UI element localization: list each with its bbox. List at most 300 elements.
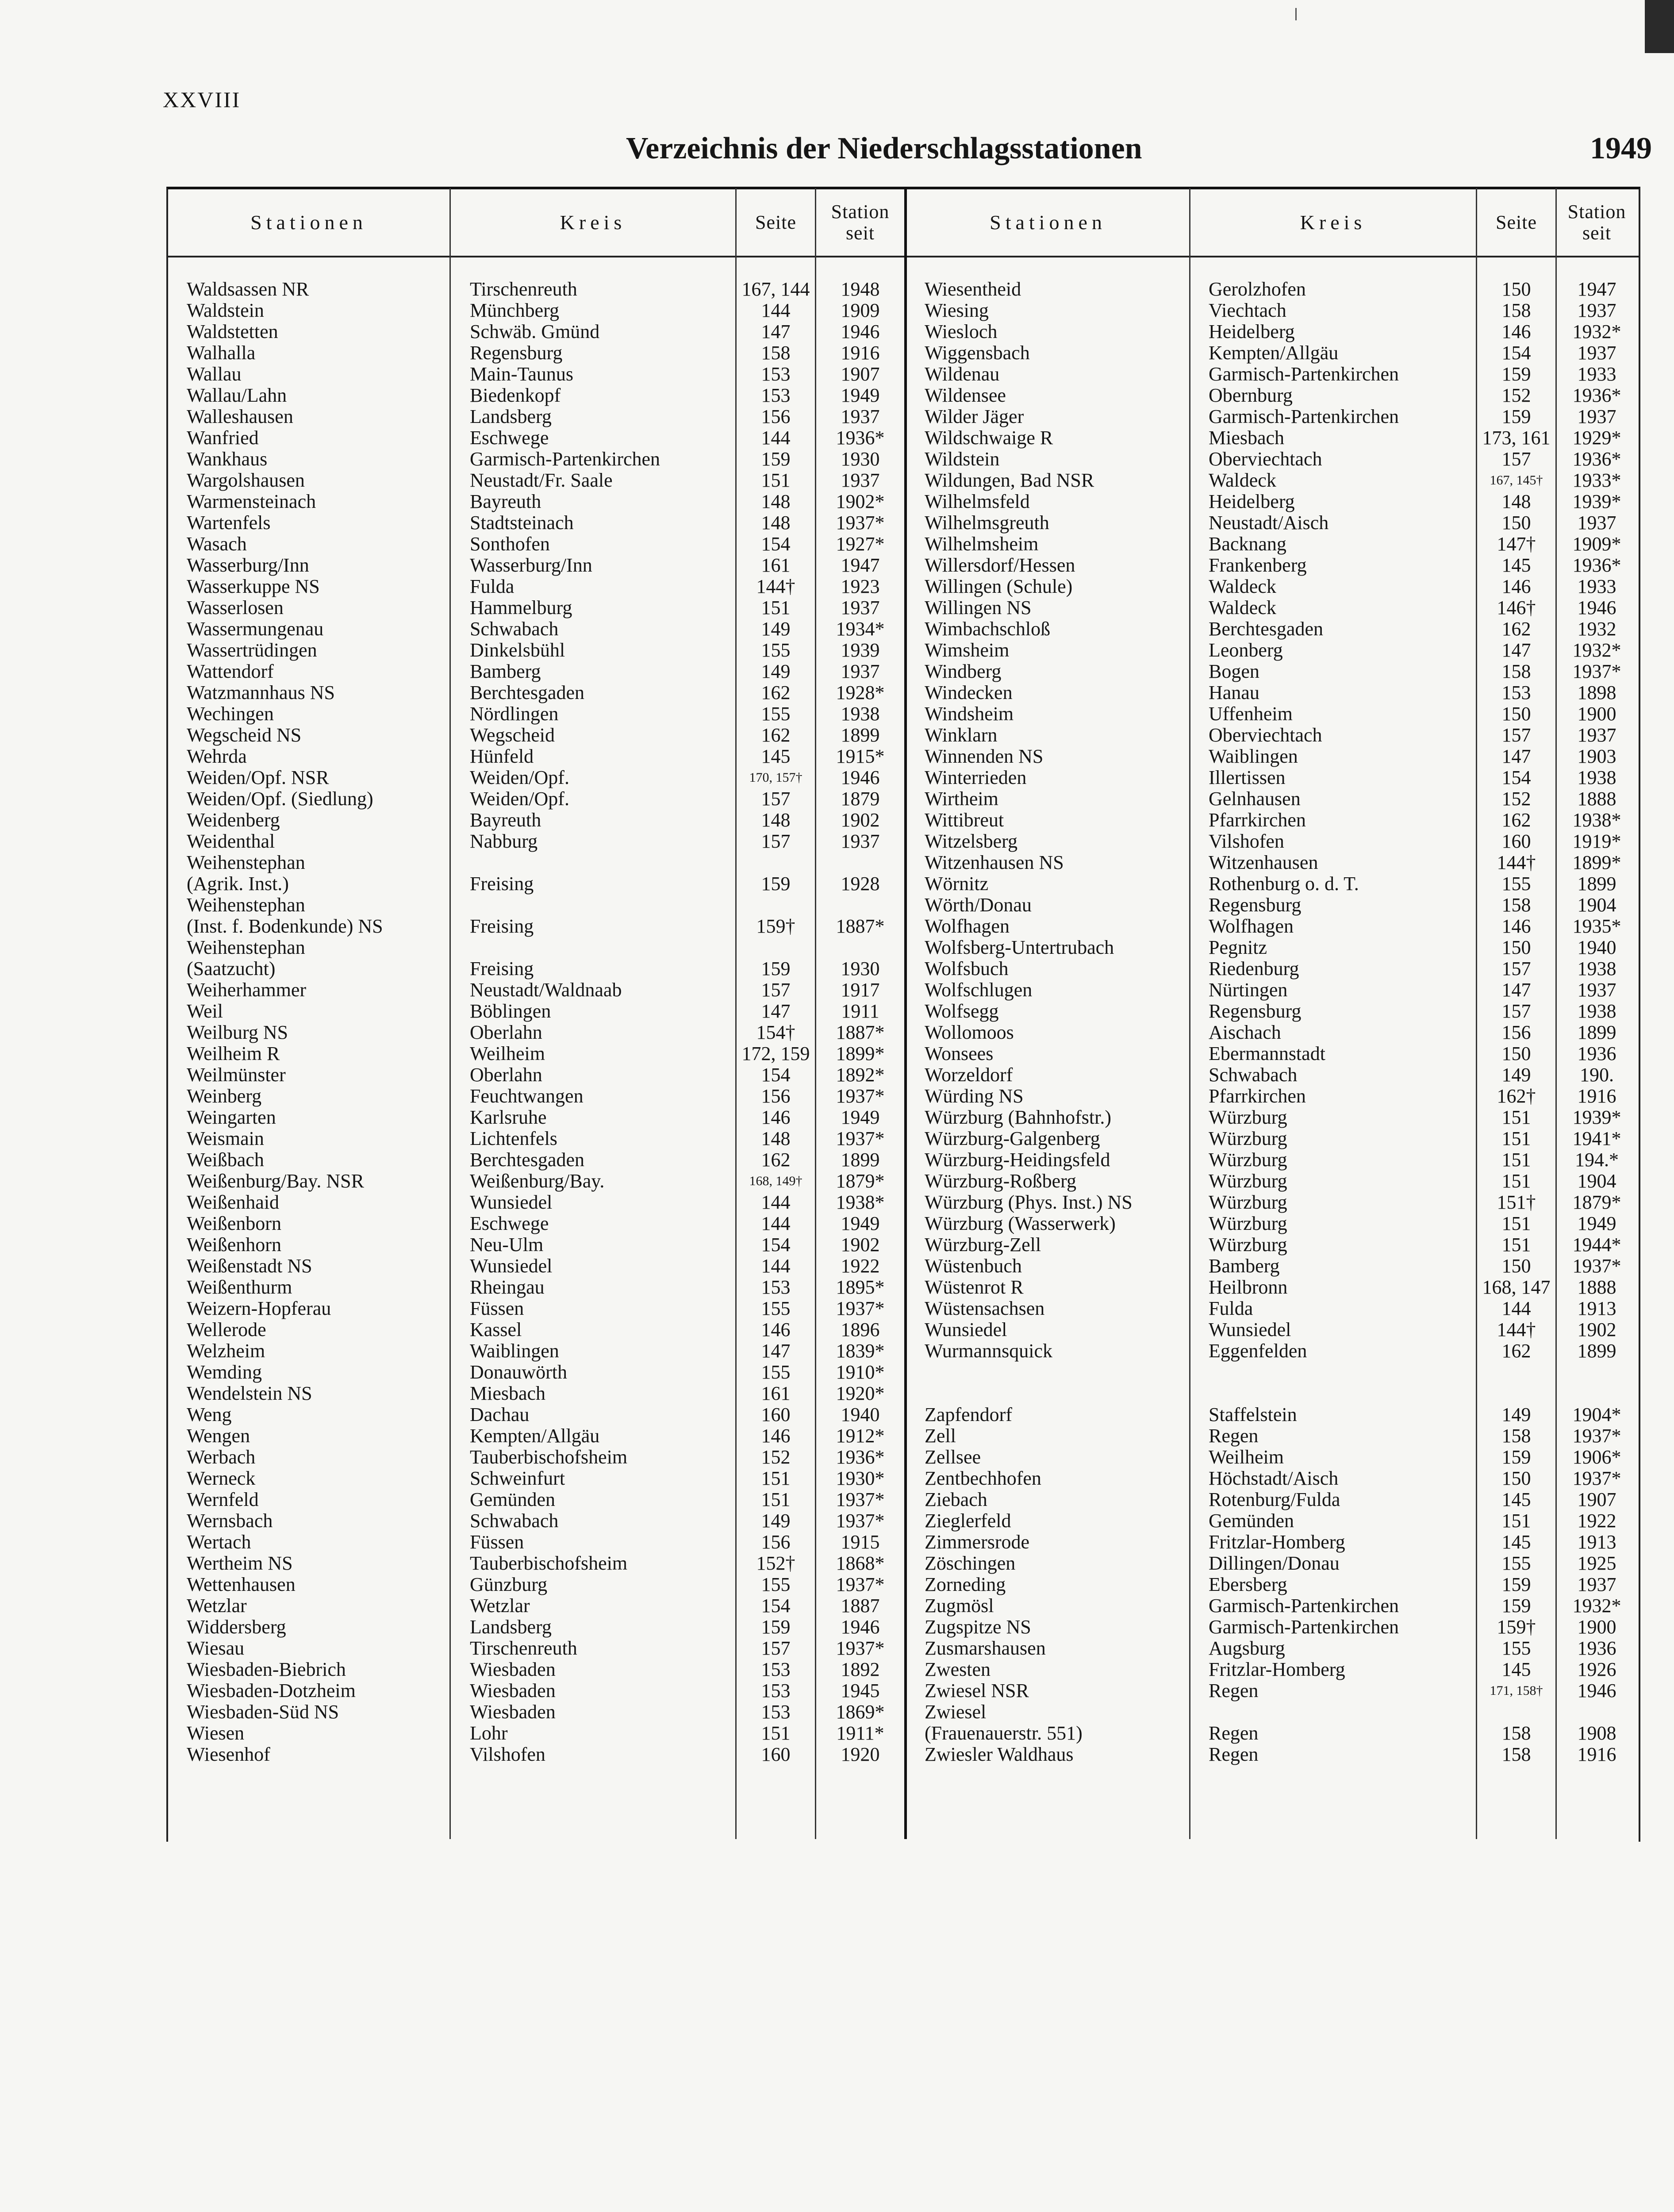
station-name: Zwesten: [925, 1659, 991, 1680]
kreis-name: Landsberg: [470, 1616, 552, 1638]
kreis-name: Wiesbaden: [470, 1659, 556, 1680]
kreis-name: Backnang: [1209, 533, 1286, 555]
station-name: Wörnitz: [925, 873, 989, 895]
seite-value: 162: [1501, 1340, 1531, 1362]
seite-value: 167, 145†: [1490, 473, 1543, 488]
station-seit: 1879: [841, 788, 880, 810]
seite-value: 149: [761, 661, 791, 682]
kreis-name: Wolfhagen: [1209, 915, 1294, 937]
seite-value: 152: [1501, 788, 1531, 810]
station-seit: 1937*: [1572, 1467, 1621, 1489]
station-name: Weingarten: [187, 1106, 276, 1128]
seite-value: 144: [761, 427, 791, 449]
seite-value: 148: [761, 809, 791, 831]
kreis-name: Miesbach: [470, 1382, 546, 1404]
station-name: Wunsiedel: [925, 1319, 1007, 1340]
kreis-name: Regensburg: [470, 342, 563, 364]
station-name: Weißenburg/Bay. NSR: [187, 1170, 364, 1192]
station-name: Zugspitze NS: [925, 1616, 1031, 1638]
station-seit: 1930*: [836, 1467, 885, 1489]
station-name: Wiesau: [187, 1637, 245, 1659]
station-seit: 1888: [1577, 788, 1616, 810]
header-kreis: Kreis: [560, 211, 626, 234]
kreis-name: Füssen: [470, 1531, 524, 1553]
station-name: Zentbechhofen: [925, 1467, 1041, 1489]
seite-value: 153: [761, 363, 791, 385]
station-name: Walhalla: [187, 342, 256, 364]
kreis-name: Feuchtwangen: [470, 1085, 584, 1107]
station-seit: 1904*: [1572, 1404, 1621, 1425]
kreis-name: Neustadt/Aisch: [1209, 512, 1329, 534]
station-name: Wüstensachsen: [925, 1298, 1045, 1319]
seite-value: 152: [1501, 384, 1531, 406]
station-seit: 1937*: [836, 512, 885, 534]
kreis-name: Regen: [1209, 1425, 1259, 1447]
station-name: Wasserlosen: [187, 597, 284, 618]
column-divider-center: [904, 188, 907, 1839]
station-seit: 1936*: [1572, 554, 1621, 576]
header-station-seit: Station seit: [831, 200, 890, 244]
station-seit: 1913: [1577, 1531, 1616, 1553]
seite-value: 146†: [1497, 597, 1536, 618]
station-name: Wiesentheid: [925, 278, 1021, 300]
station-name: Weil: [187, 1000, 223, 1022]
station-name: Wildensee: [925, 384, 1006, 406]
station-seit: 1927*: [836, 533, 885, 555]
station-name: Wiesbaden-Dotzheim: [187, 1680, 356, 1701]
station-seit: 1887*: [836, 1022, 885, 1043]
seite-value: 159: [1501, 406, 1531, 427]
station-name: Wiesing: [925, 300, 989, 321]
seite-value: 154: [761, 1595, 791, 1617]
station-name: Weihenstephan: [187, 937, 305, 958]
seite-value: 146: [761, 1425, 791, 1447]
station-name: Würzburg-Zell: [925, 1234, 1041, 1256]
station-seit: 1899: [841, 724, 880, 746]
kreis-name: Wiesbaden: [470, 1680, 556, 1701]
seite-value: 158: [1501, 894, 1531, 916]
kreis-name: Wegscheid: [470, 724, 555, 746]
station-name: Wiesbaden-Biebrich: [187, 1659, 346, 1680]
kreis-name: Dillingen/Donau: [1209, 1552, 1340, 1574]
station-name: Watzmannhaus NS: [187, 682, 335, 703]
station-name: Weihenstephan: [187, 894, 305, 916]
station-name: Zusmarshausen: [925, 1637, 1046, 1659]
kreis-name: Waiblingen: [1209, 745, 1298, 767]
station-seit: 1879*: [1572, 1191, 1621, 1213]
station-seit: 1903: [1577, 745, 1616, 767]
station-name: Wasserburg/Inn: [187, 554, 309, 576]
kreis-name: Lohr: [470, 1722, 508, 1744]
station-seit: 1948: [841, 278, 880, 300]
seite-value: 154: [1501, 767, 1531, 788]
kreis-name: Garmisch-Partenkirchen: [1209, 363, 1399, 385]
station-seit: 1922: [841, 1255, 880, 1277]
seite-value: 144†: [1497, 852, 1536, 873]
kreis-name: Tauberbischofsheim: [470, 1446, 628, 1468]
seite-value: 147: [1501, 745, 1531, 767]
seite-value: 148: [1501, 491, 1531, 512]
station-seit: 190.: [1580, 1064, 1614, 1086]
kreis-name: Schwabach: [470, 1510, 559, 1532]
station-seit: 1937*: [836, 1298, 885, 1319]
station-name: (Agrik. Inst.): [187, 873, 289, 895]
station-name: Wildungen, Bad NSR: [925, 469, 1094, 491]
station-name: Windsheim: [925, 703, 1014, 725]
kreis-name: Vilshofen: [1209, 830, 1284, 852]
station-seit: 1937: [1577, 342, 1616, 364]
seite-value: 157: [761, 830, 791, 852]
station-seit: 1900: [1577, 1616, 1616, 1638]
kreis-name: Kempten/Allgäu: [470, 1425, 600, 1447]
kreis-name: Sonthofen: [470, 533, 550, 555]
seite-value: 151: [1501, 1213, 1531, 1234]
station-seit: 1915: [841, 1531, 880, 1553]
kreis-name: Landsberg: [470, 406, 552, 427]
seite-value: 168, 149†: [749, 1174, 802, 1188]
kreis-name: Waldeck: [1209, 469, 1276, 491]
station-seit: 1937*: [836, 1489, 885, 1510]
station-seit: 1937*: [836, 1510, 885, 1532]
kreis-name: Hanau: [1209, 682, 1259, 703]
station-seit: 1920: [841, 1743, 880, 1765]
station-name: Wassertrüdingen: [187, 639, 317, 661]
station-name: Wertheim NS: [187, 1552, 293, 1574]
station-name: Wegscheid NS: [187, 724, 302, 746]
station-seit: 1937*: [1572, 661, 1621, 682]
seite-value: 155: [1501, 873, 1531, 895]
station-seit: 1937*: [836, 1637, 885, 1659]
kreis-name: Nürtingen: [1209, 979, 1288, 1001]
seite-value: 172, 159: [741, 1043, 810, 1064]
station-name: Welzheim: [187, 1340, 265, 1362]
station-seit: 1947: [1577, 278, 1616, 300]
station-seit: 1945: [841, 1680, 880, 1701]
kreis-name: Ebersberg: [1209, 1574, 1287, 1595]
station-name: Willingen (Schule): [925, 576, 1073, 597]
station-name: Würzburg (Bahnhofstr.): [925, 1106, 1111, 1128]
seite-value: 158: [1501, 1722, 1531, 1744]
station-name: Walleshausen: [187, 406, 293, 427]
seite-value: 145: [1501, 1531, 1531, 1553]
kreis-name: Pfarrkirchen: [1209, 1085, 1306, 1107]
kreis-name: Wetzlar: [470, 1595, 530, 1617]
seite-value: 145: [1501, 1489, 1531, 1510]
station-seit: 1908: [1577, 1722, 1616, 1744]
seite-value: 144: [761, 1213, 791, 1234]
station-seit: 1938: [1577, 767, 1616, 788]
seite-value: 145: [1501, 554, 1531, 576]
seite-value: 153: [761, 1680, 791, 1701]
kreis-name: Bamberg: [1209, 1255, 1280, 1277]
station-seit: 1899*: [1572, 852, 1621, 873]
station-seit: 1909: [841, 300, 880, 321]
kreis-name: Dachau: [470, 1404, 530, 1425]
page-title: Verzeichnis der Niederschlagsstationen: [626, 131, 1142, 165]
seite-value: 155: [761, 1361, 791, 1383]
seite-value: 151: [1501, 1234, 1531, 1256]
seite-value: 162: [761, 1149, 791, 1171]
station-name: Wiesloch: [925, 321, 998, 342]
station-seit: 1925: [1577, 1552, 1616, 1574]
station-seit: 1937*: [836, 1574, 885, 1595]
station-seit: 1935*: [1572, 915, 1621, 937]
seite-value: 159: [1501, 363, 1531, 385]
station-name: Zwiesler Waldhaus: [925, 1743, 1074, 1765]
seite-value: 151: [1501, 1510, 1531, 1532]
margin-mark: [1295, 8, 1297, 20]
kreis-name: Ebermannstadt: [1209, 1043, 1325, 1064]
station-seit: 1904: [1577, 1170, 1616, 1192]
station-seit: 1899: [1577, 873, 1616, 895]
station-name: Wallau/Lahn: [187, 384, 287, 406]
station-seit: 1946: [1577, 1680, 1616, 1701]
seite-value: 149: [1501, 1064, 1531, 1086]
seite-value: 157: [761, 788, 791, 810]
seite-value: 157: [1501, 958, 1531, 979]
station-name: Wiggensbach: [925, 342, 1030, 364]
station-name: Wilhelmsfeld: [925, 491, 1030, 512]
station-name: Weiden/Opf. NSR: [187, 767, 329, 788]
station-name: Wankhaus: [187, 448, 268, 470]
seite-value: 146: [1501, 321, 1531, 342]
kreis-name: Stadtsteinach: [470, 512, 574, 534]
station-seit: 1946: [841, 321, 880, 342]
station-name: Windberg: [925, 661, 1002, 682]
station-seit: 1937: [841, 469, 880, 491]
station-name: Werneck: [187, 1467, 256, 1489]
station-seit: 1898: [1577, 682, 1616, 703]
seite-value: 157: [761, 979, 791, 1001]
seite-value: 151: [761, 1722, 791, 1744]
station-seit: 1907: [841, 363, 880, 385]
station-seit: 1899: [1577, 1022, 1616, 1043]
station-name: Weismain: [187, 1128, 264, 1149]
station-name: Wernsbach: [187, 1510, 273, 1532]
kreis-name: Schwäb. Gmünd: [470, 321, 600, 342]
seite-value: 150: [1501, 278, 1531, 300]
station-name: Wattendorf: [187, 661, 274, 682]
seite-value: 170, 157†: [749, 770, 802, 785]
station-name: (Frauenauerstr. 551): [925, 1722, 1083, 1744]
station-seit: 1895*: [836, 1276, 885, 1298]
kreis-name: Staffelstein: [1209, 1404, 1297, 1425]
kreis-name: Höchstadt/Aisch: [1209, 1467, 1339, 1489]
kreis-name: Garmisch-Partenkirchen: [1209, 406, 1399, 427]
station-name: Weinberg: [187, 1085, 262, 1107]
kreis-name: Böblingen: [470, 1000, 551, 1022]
station-seit: 1899*: [836, 1043, 885, 1064]
station-name: Wanfried: [187, 427, 259, 449]
seite-value: 154†: [756, 1022, 795, 1043]
station-seit: 1868*: [836, 1552, 885, 1574]
station-name: Wüstenrot R: [925, 1276, 1024, 1298]
seite-value: 159: [1501, 1595, 1531, 1617]
station-seit: 1919*: [1572, 830, 1621, 852]
station-name: Weizern-Hopferau: [187, 1298, 331, 1319]
station-seit: 1938: [1577, 958, 1616, 979]
station-seit: 1937: [1577, 1574, 1616, 1595]
station-name: Wilhelmsheim: [925, 533, 1039, 555]
kreis-name: Pegnitz: [1209, 937, 1267, 958]
kreis-name: Leonberg: [1209, 639, 1283, 661]
station-name: Würding NS: [925, 1085, 1024, 1107]
station-seit: 1933*: [1572, 469, 1621, 491]
station-seit: 1923: [841, 576, 880, 597]
seite-value: 151: [1501, 1106, 1531, 1128]
station-seit: 1940: [1577, 937, 1616, 958]
station-name: Willingen NS: [925, 597, 1032, 618]
seite-value: 160: [761, 1743, 791, 1765]
station-name: Wörth/Donau: [925, 894, 1032, 916]
station-seit: 1936: [1577, 1637, 1616, 1659]
kreis-name: Gemünden: [1209, 1510, 1294, 1532]
seite-value: 151: [1501, 1170, 1531, 1192]
header-stationen: Stationen: [990, 211, 1106, 234]
seite-value: 162†: [1497, 1085, 1536, 1107]
header-stationen: Stationen: [250, 211, 367, 234]
station-seit: 1887: [841, 1595, 880, 1617]
seite-value: 147†: [1497, 533, 1536, 555]
seite-value: 160: [1501, 830, 1531, 852]
station-name: Weißbach: [187, 1149, 264, 1171]
station-name: Zellsee: [925, 1446, 981, 1468]
seite-value: 154: [761, 1234, 791, 1256]
kreis-name: Heidelberg: [1209, 321, 1295, 342]
kreis-name: Neu-Ulm: [470, 1234, 544, 1256]
station-name: Zieglerfeld: [925, 1510, 1011, 1532]
kreis-name: Freising: [470, 873, 534, 895]
station-seit: 1916: [841, 342, 880, 364]
kreis-name: Tauberbischofsheim: [470, 1552, 628, 1574]
seite-value: 155: [1501, 1637, 1531, 1659]
station-seit: 1902: [1577, 1319, 1616, 1340]
kreis-name: Donauwörth: [470, 1361, 567, 1383]
station-seit: 1941*: [1572, 1128, 1621, 1149]
station-seit: 1902*: [836, 491, 885, 512]
kreis-name: Berchtesgaden: [1209, 618, 1323, 640]
kreis-name: Würzburg: [1209, 1170, 1287, 1192]
station-name: Weißenhaid: [187, 1191, 280, 1213]
kreis-name: Bayreuth: [470, 491, 541, 512]
seite-value: 151: [761, 469, 791, 491]
station-name: Weilburg NS: [187, 1022, 288, 1043]
kreis-name: Main-Taunus: [470, 363, 573, 385]
station-seit: 1949: [841, 1213, 880, 1234]
station-name: Wolfsberg-Untertrubach: [925, 937, 1114, 958]
kreis-name: Oberviechtach: [1209, 448, 1322, 470]
station-name: Wurmannsquick: [925, 1340, 1053, 1362]
station-seit: 1937: [1577, 300, 1616, 321]
seite-value: 144†: [756, 576, 795, 597]
kreis-name: Regen: [1209, 1722, 1259, 1744]
station-name: Werbach: [187, 1446, 256, 1468]
station-name: Wimbachschloß: [925, 618, 1051, 640]
station-name: Wildschwaige R: [925, 427, 1053, 449]
kreis-name: Oberlahn: [470, 1064, 542, 1086]
kreis-name: Vilshofen: [470, 1743, 545, 1765]
kreis-name: Wunsiedel: [1209, 1319, 1291, 1340]
kreis-name: Weilheim: [470, 1043, 545, 1064]
station-name: Waldstein: [187, 300, 264, 321]
station-seit: 1936*: [836, 427, 885, 449]
station-name: Witzenhausen NS: [925, 852, 1064, 873]
kreis-name: Riedenburg: [1209, 958, 1299, 979]
station-seit: 1937: [841, 830, 880, 852]
seite-value: 158: [1501, 1743, 1531, 1765]
station-seit: 1949: [1577, 1213, 1616, 1234]
kreis-name: Uffenheim: [1209, 703, 1293, 725]
station-name: Wellerode: [187, 1319, 266, 1340]
station-seit: 1910*: [836, 1361, 885, 1383]
station-name: Wilhelmsgreuth: [925, 512, 1049, 534]
station-name: Windecken: [925, 682, 1013, 703]
kreis-name: Bogen: [1209, 661, 1259, 682]
seite-value: 157: [1501, 1000, 1531, 1022]
seite-value: 158: [761, 342, 791, 364]
station-name: Zwiesel NSR: [925, 1680, 1029, 1701]
kreis-name: Dinkelsbühl: [470, 639, 565, 661]
kreis-name: Freising: [470, 958, 534, 979]
station-seit: 1934*: [836, 618, 885, 640]
seite-value: 153: [761, 1276, 791, 1298]
seite-value: 167, 144: [741, 278, 810, 300]
station-name: Zapfendorf: [925, 1404, 1012, 1425]
kreis-name: Wunsiedel: [470, 1191, 553, 1213]
station-name: Wallau: [187, 363, 242, 385]
kreis-name: Bamberg: [470, 661, 541, 682]
station-seit: 1899: [841, 1149, 880, 1171]
seite-value: 144: [761, 300, 791, 321]
seite-value: 148: [761, 512, 791, 534]
kreis-name: Pfarrkirchen: [1209, 809, 1306, 831]
kreis-name: Witzenhausen: [1209, 852, 1318, 873]
station-name: Wernfeld: [187, 1489, 259, 1510]
seite-value: 151: [1501, 1149, 1531, 1171]
seite-value: 150: [1501, 1255, 1531, 1277]
seite-value: 151†: [1497, 1191, 1536, 1213]
station-seit: 1938*: [836, 1191, 885, 1213]
station-name: Waldstetten: [187, 321, 278, 342]
kreis-name: Nördlingen: [470, 703, 559, 725]
seite-value: 153: [761, 1701, 791, 1723]
station-seit: 1926: [1577, 1659, 1616, 1680]
seite-value: 146: [761, 1106, 791, 1128]
station-name: Zorneding: [925, 1574, 1006, 1595]
seite-value: 157: [1501, 724, 1531, 746]
station-name: Wonsees: [925, 1043, 994, 1064]
seite-value: 162: [761, 682, 791, 703]
kreis-name: Miesbach: [1209, 427, 1285, 449]
seite-value: 162: [1501, 618, 1531, 640]
station-name: Zwiesel: [925, 1701, 987, 1723]
kreis-name: Oberviechtach: [1209, 724, 1322, 746]
kreis-name: Schwabach: [470, 618, 559, 640]
seite-value: 159: [1501, 1574, 1531, 1595]
station-seit: 1937: [1577, 979, 1616, 1001]
seite-value: 150: [1501, 937, 1531, 958]
station-seit: 1913: [1577, 1298, 1616, 1319]
station-name: Wettenhausen: [187, 1574, 296, 1595]
station-name: Wiesenhof: [187, 1743, 270, 1765]
station-seit: 1899: [1577, 1340, 1616, 1362]
station-seit: 1922: [1577, 1510, 1616, 1532]
station-seit: 1937*: [836, 1128, 885, 1149]
seite-value: 151: [761, 1467, 791, 1489]
seite-value: 150: [1501, 1043, 1531, 1064]
seite-value: 154: [1501, 342, 1531, 364]
kreis-name: Viechtach: [1209, 300, 1286, 321]
